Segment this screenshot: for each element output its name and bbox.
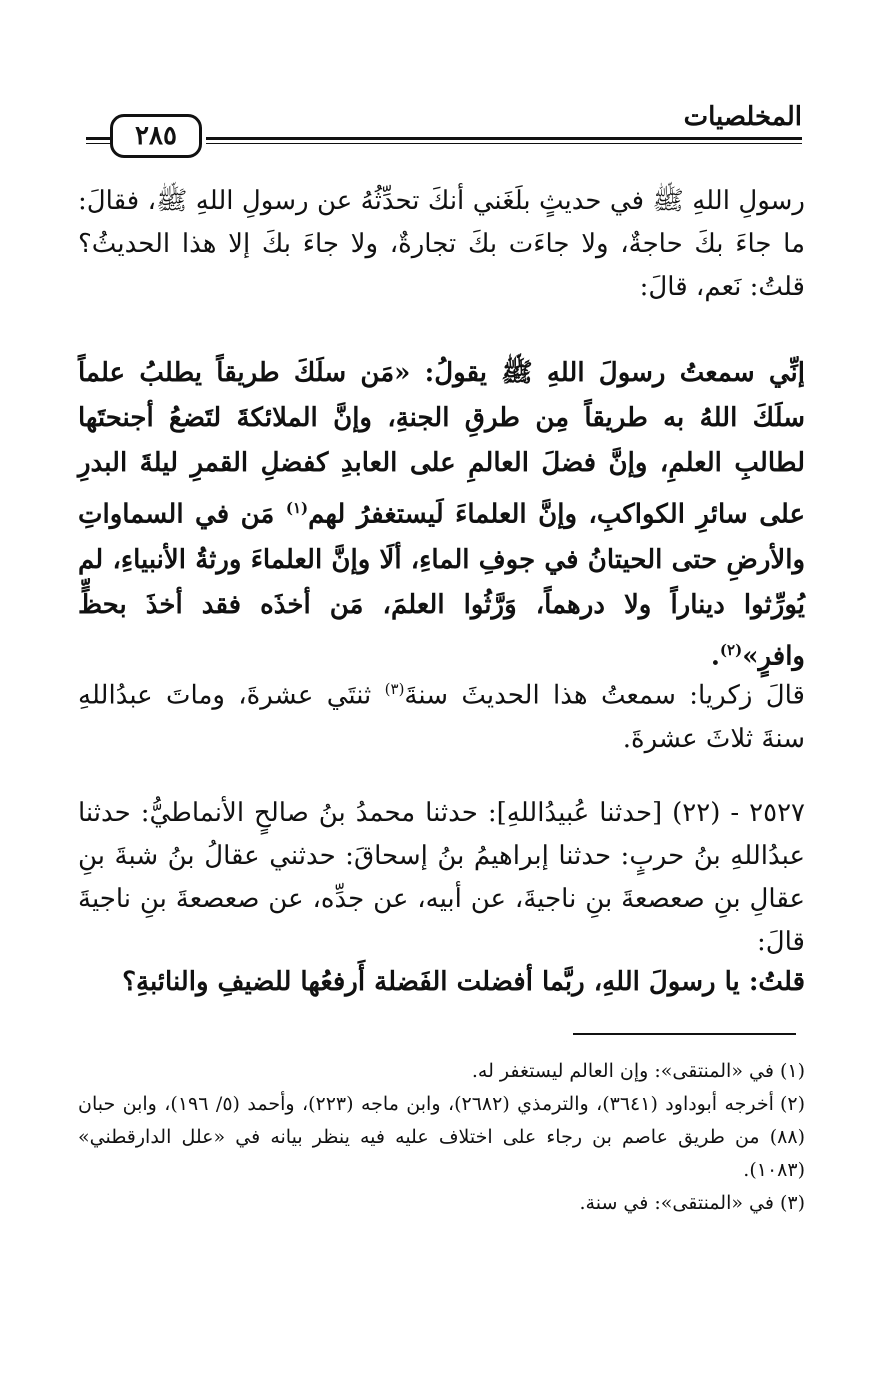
- footnote-3: [78, 1187, 805, 1220]
- footnote-text: في «المنتقى»: في سنة.: [579, 1192, 774, 1214]
- hadith-text-end: .: [710, 641, 720, 672]
- paragraph-text: رسولِ اللهِ ﷺ في حديثٍ بلَغَني أنكَ تحدِّثُهُ عن رسولِ اللهِ ﷺ، فقالَ: ما جاءَ بكَ حاجةٌ، ولا جاءَت بكَ تجارةٌ، ولا جاءَ بكَ إلا هذا الحديثُ؟ قلتُ: نَعم، قالَ:: [78, 186, 805, 302]
- paragraph-text: ٢٥٢٧ - (٢٢) [حدثنا عُبيدُاللهِ]: حدثنا محمدُ بنُ صالحٍ الأنماطيُّ: حدثنا عبدُاللهِ بنُ حربٍ: حدثنا إبراهيمُ بنُ إسحاقَ: حدثني عقالُ بنُ شبةَ بنِ عقالِ بنِ صعصعةَ بنِ ناجيةَ، عن أبيه، عن جدِّه، عن صعصعةَ بنِ ناجيةَ قالَ:: [78, 798, 805, 957]
- header-rule: [206, 143, 802, 144]
- page-number: [110, 114, 202, 158]
- footnote-text: في «المنتقى»: وإن العالم ليستغفر له.: [471, 1060, 774, 1082]
- paragraph-text: قلتُ: يا رسولَ اللهِ، ربَّما أفضلت الفَضلة أَرفعُها للضيفِ والنائبةِ؟: [122, 967, 805, 997]
- footnote-ref[interactable]: (٣): [384, 680, 405, 698]
- paragraph-part: قالَ زكريا: سمعتُ هذا الحديثَ سنةَ: [404, 680, 805, 711]
- hadith-text: [78, 351, 805, 679]
- footnote-ref[interactable]: (٢): [719, 640, 743, 659]
- hadith-isnad: [78, 792, 805, 964]
- hadith-question: [78, 960, 805, 1005]
- page-header: [86, 100, 802, 160]
- footnote-number: (٢): [779, 1093, 805, 1115]
- footnote-number: (٣): [779, 1192, 805, 1214]
- paragraph-text: [78, 351, 805, 679]
- footnote-1: [78, 1055, 805, 1088]
- footnote-text: أخرجه أبوداود (٣٦٤١)، والترمذي (٢٦٨٢)، وابن ماجه (٢٢٣)، وأحمد (٥/ ١٩٦)، وابن حبان (٨٨) من طريق عاصم بن رجاء على اختلاف عليه فيه ينظر بيانه في «علل الدارقطني» (١٠٨٣).: [78, 1093, 805, 1181]
- footnote-number: (١): [779, 1060, 805, 1082]
- hadith-text-part: إنِّي سمعتُ رسولَ اللهِ ﷺ يقولُ: «مَن سلَكَ طريقاً يطلبُ علماً سلَكَ اللهُ به طريقاً مِن طرقِ الجنةِ، وإنَّ الملائكةَ لتَضعُ أجنحتَها لطالبِ العلمِ، وإنَّ فضلَ العالمِ على العابدِ كفضلِ القمرِ ليلةَ البدرِ على سائرِ الكواكبِ، وإنَّ العلماءَ لَيستغفرُ لهم: [78, 358, 805, 530]
- page-number-text: ٢٨٥: [135, 121, 177, 151]
- book-title: المخلصيات: [683, 102, 802, 132]
- header-rule: [206, 137, 802, 140]
- paragraph-1: [78, 180, 805, 309]
- paragraph-3: [78, 668, 805, 761]
- header-rule: [86, 137, 110, 140]
- footnote-ref[interactable]: (١): [285, 499, 309, 517]
- footnote-separator: [573, 1033, 796, 1035]
- header-rule: [86, 143, 110, 144]
- paragraph-part: ثنتَي عشرةَ، وماتَ عبدُاللهِ سنةَ ثلاثَ عشرةَ.: [78, 680, 805, 754]
- hadith-text-part: مَن في السماواتِ والأرضِ حتى الحيتانُ في جوفِ الماءِ، ألَا وإنَّ العلماءَ ورثةُ الأنبياءِ، لم يُورِّثوا ديناراً ولا درهماً، وَرَّثُوا العلمَ، مَن أخذَه فقد أخذَ بحظٍّ وافرٍ»: [78, 499, 805, 672]
- paragraph-text: [78, 668, 805, 761]
- footnotes: [78, 1055, 805, 1220]
- footnote-2: [78, 1088, 805, 1187]
